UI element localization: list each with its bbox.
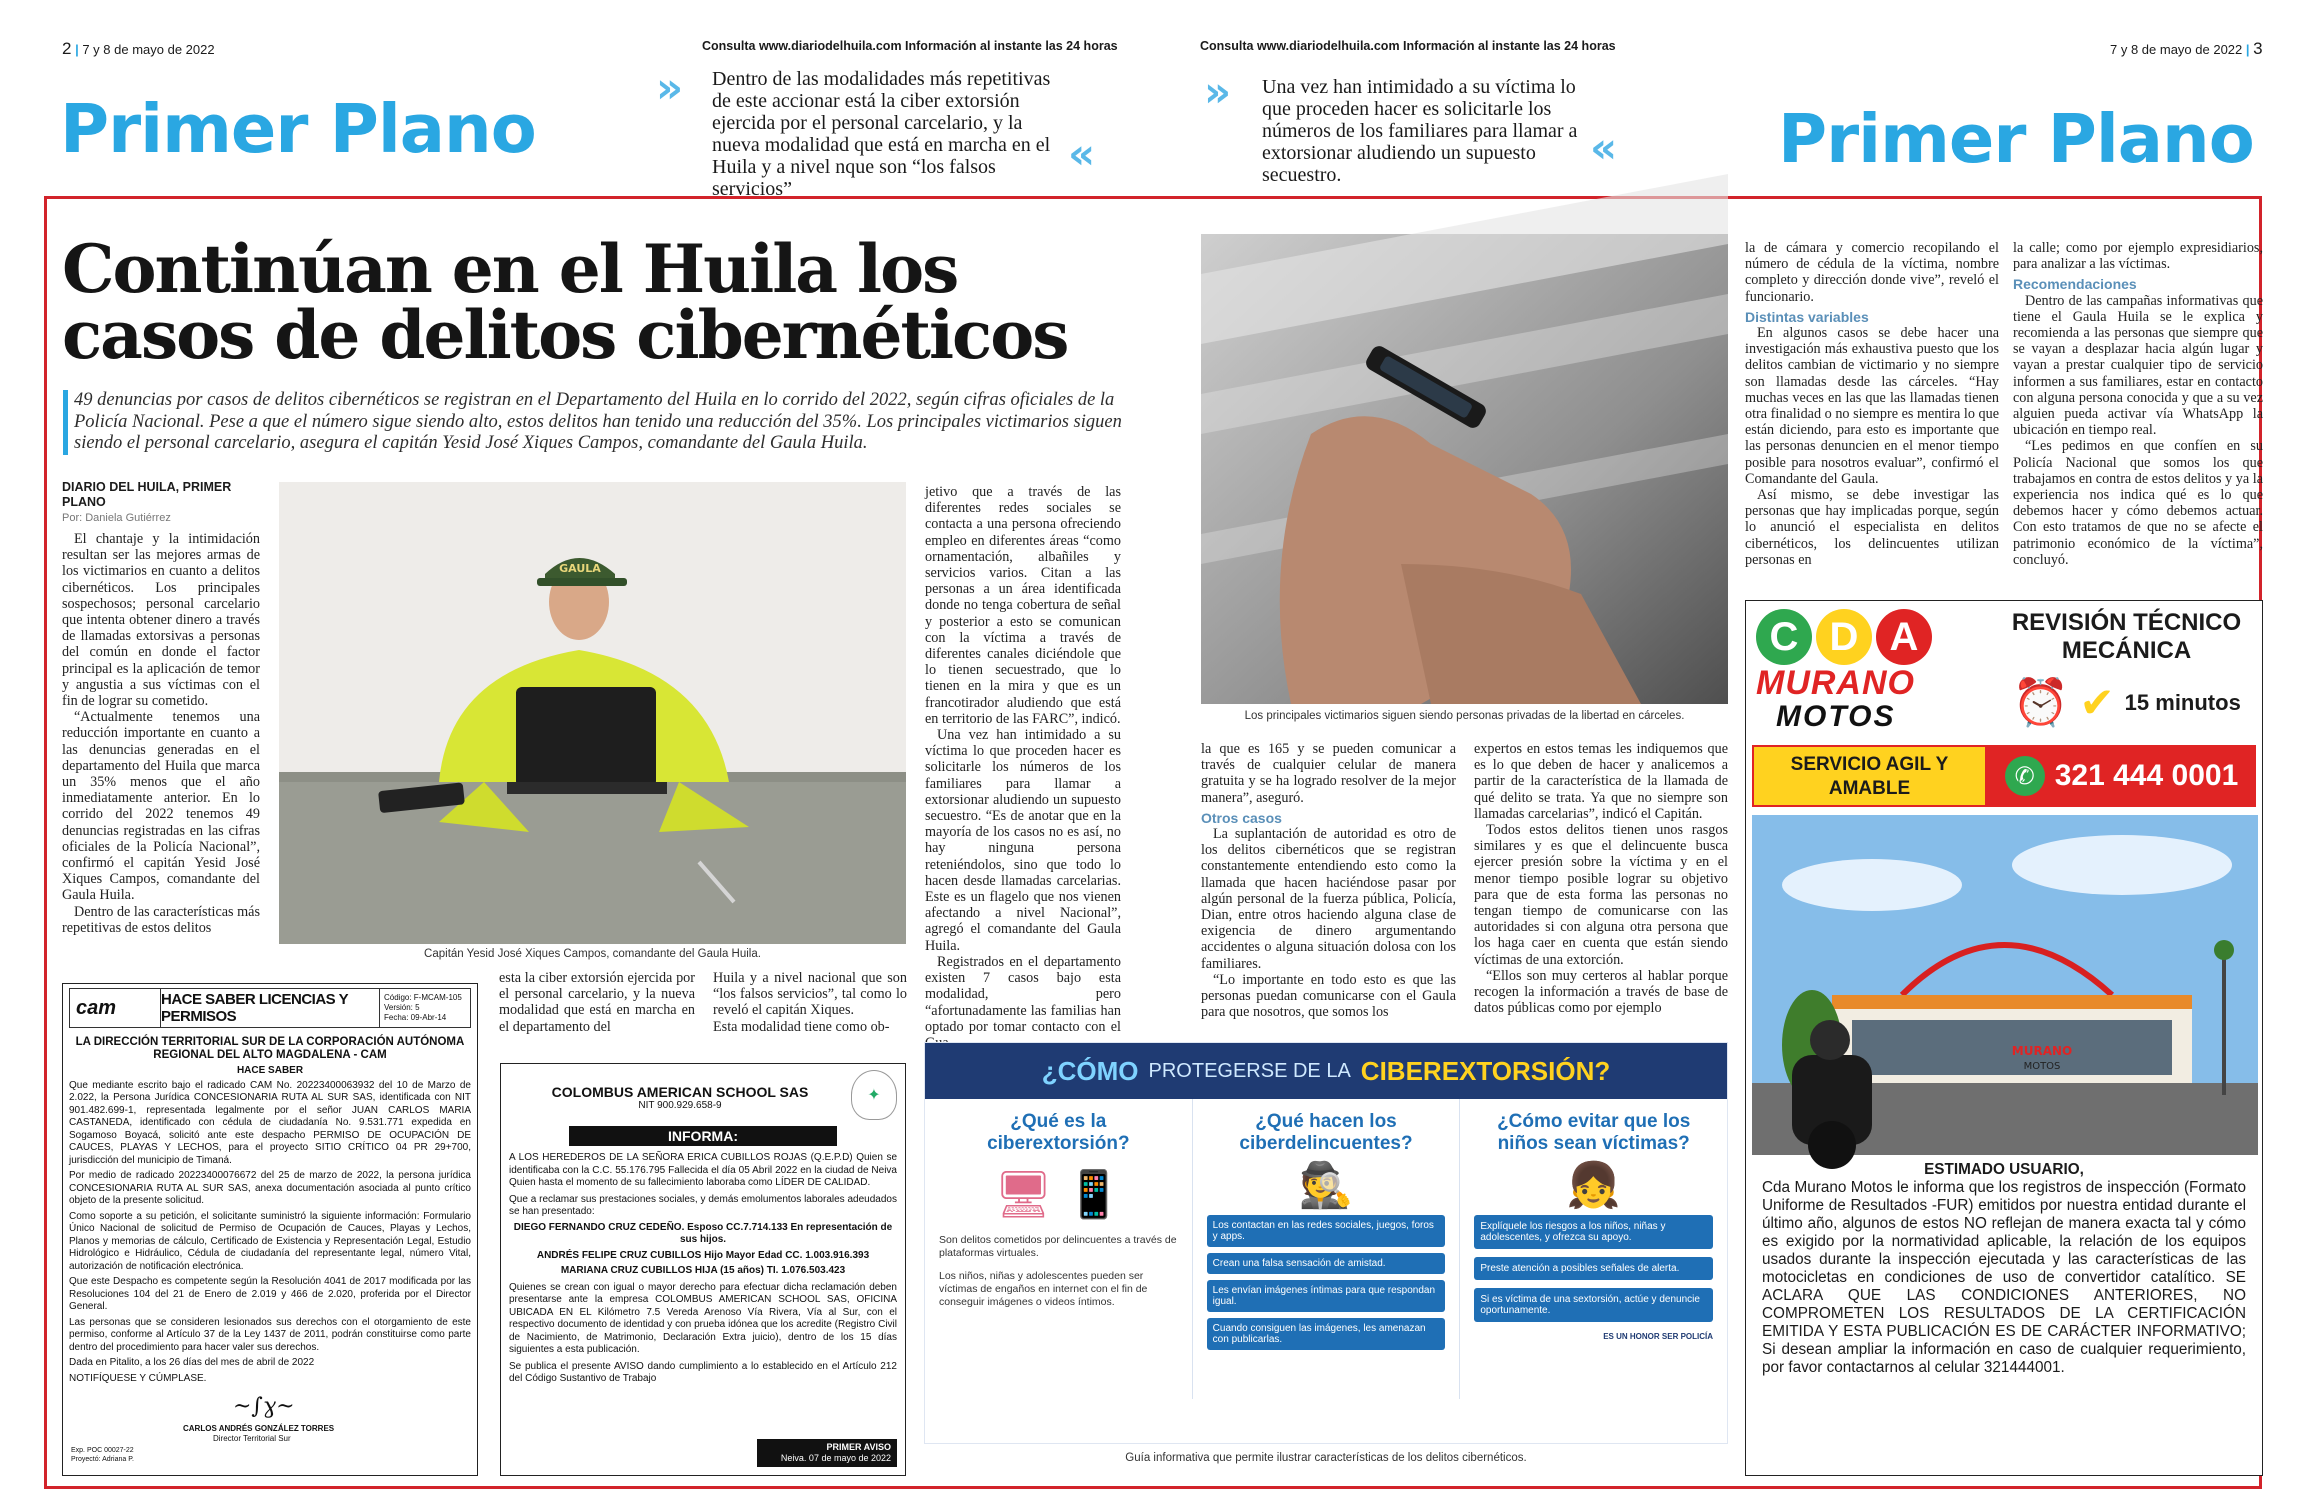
cda-service-line: AMABLE [1828,778,1911,799]
pull-quote-left: Dentro de las modalidades más repetitivas de este accionar está la ciber extorsión ejercida por el personal carcelario, y la nueva modalidad que está en marcha en el Huila y a nivel nque son “los falsos servicios” [712,68,1051,200]
cda-service-title: MECÁNICA [2061,637,2192,664]
colombus-heir: MARIANA CRUZ CUBILLOS HIJA (15 años) TI. 1.076.503.423 [560,1265,846,1276]
paragraph: “Les pedimos en que confíen en su Policía Nacional que somos los que trabajamos en contra de estos delitos y ya la experiencia nos indica qué es lo que debemos hacer y cómo debemos actuar. Con esto tratamos de que no se afecte el patrimonio económico de la víctima”, concluyó. [2013,438,2263,568]
infographic-item: Crean una falsa sensación de amistad. [1207,1253,1446,1274]
paragraph: “Ellos son muy certeros al hablar porque recogen la información a través de base de datos públicas como por ejemplo [1474,967,1728,1017]
headline-line-2: casos de delitos cibernéticos [62,296,1068,374]
paragraph: Una vez han intimidado a su víctima lo que proceden hacer es solicitarle los números de los familiares para llamar a extorsionar aludiendo un supuesto secuestro. “Es de anotar que en la mayoría de los casos no es así, no hay ninguna persona reteniéndolos, sino que todo lo hacen desde llamadas carcelarias. Este es un flagelo que nos vienen afectando a nivel Nacional”, agregó el comandante del Gaula Huila. [925,727,1121,954]
colombus-paragraph: Que a reclamar sus prestaciones sociales, y demás emolumentos laborales adeudados se han presentado: [509,1193,897,1217]
cda-phone: 321 444 0001 [2054,759,2239,792]
infographic-col1-text: Son delitos cometidos por delincuentes a través de plataformas virtuales. [939,1234,1177,1259]
paragraph: la calle; como por ejemplo expresidiarios, para analizar a las víctimas. [2013,240,2263,273]
ciberextorsion-infographic [924,1042,1728,1444]
close-quote-icon: « [1590,123,1618,172]
cda-letter: C [1756,609,1812,665]
paragraph: expertos en estos temas les indiquemos que es lo que deben de hacer y analicemos a partir de la característica de la llamada de qué delito se trata. Ya que no siempre son llamadas carcelarias”, indicó el Capitán. [1474,741,1728,822]
author-credit: Por: Daniela Gutiérrez [62,512,171,524]
infographic-caption: Guía informativa que permite ilustrar características de los delitos cibernéticos. [1125,1452,1527,1464]
cam-org-line-1: LA DIRECCIÓN TERRITORIAL SUR DE LA CORPORACIÓN AUTÓNOMA [75,1036,465,1048]
cam-org-line-2: REGIONAL DEL ALTO MAGDALENA - CAM [153,1049,387,1061]
left-page-number: 2 [62,39,72,58]
article-column-4 [925,484,1121,1035]
left-page-date: 7 y 8 de mayo de 2022 [82,42,215,57]
pull-quote-right: Una vez han intimidado a su víctima lo que proceden hacer es solicitarle los números de los familiares para llamar a extorsionar aludiendo un supuesto secuestro. [1262,76,1578,186]
cam-notice-title: HACE SABER LICENCIAS Y PERMISOS [160,989,380,1027]
infographic-col1-text: Los niños, niñas y adolescentes pueden ser víctimas de engaños en internet con el fin de conseguir imágenes o videos íntimos. [939,1270,1148,1308]
police-logo: ES UN HONOR SER POLICÍA [1603,1332,1714,1341]
subheading: Otros casos [1201,809,1282,826]
colombus-banner: INFORMA: [569,1126,837,1146]
school-crest-icon: ✦ [851,1070,897,1120]
infographic-title-c: CIBEREXTORSIÓN? [1360,1055,1611,1086]
signature: ~∫ɣ~ [233,1394,295,1419]
article-column-8 [2013,240,2263,586]
cam-code: Código: F-MCAM-105 [384,993,462,1002]
paragraph: Así mismo, se debe investigar las personas que hay implicadas porque, según lo anunció el especialista en delitos cibernéticos, los delincuentes utilizan personas en [1745,487,1999,568]
paragraph: Todos estos delitos tienen unos rasgos similares y es que el delincuente busca ejercer presión sobre la víctima y en el menor tiempo posible lograr su objetivo para que de esta forma las personas no tengan tiempo de comunicarse con las autoridades si con alguna otra persona que los haga caer en cuenta que están siendo víctimas de una extorción. [1474,822,1728,968]
infographic-item: Explíquele los riesgos a los niños, niñas y adolescentes, y ofrezca su apoyo. [1474,1215,1713,1249]
sign-text: MURANO [2011,1044,2073,1058]
infographic-col2-title: ¿Qué hacen los ciberdelincuentes? [1239,1111,1413,1154]
colombus-name: COLOMBUS AMERICAN SCHOOL SAS [551,1084,809,1100]
paragraph: la que es 165 y se pueden comunicar a través de cualquier celular de manera gratuita y se ha logrado resolver de la mejor manera”, aseguró. [1201,741,1456,806]
right-page-date: 7 y 8 de mayo de 2022 [2110,42,2243,57]
infographic-col3-title: ¿Cómo evitar que los niños sean víctimas? [1497,1111,1691,1154]
photo-caption: Capitán Yesid José Xiques Campos, comandante del Gaula Huila. [424,948,761,960]
cda-murano-ad [1745,600,2263,1476]
cda-brand: MURANO [1756,664,1915,702]
cda-minutes: 15 minutos [2124,689,2241,715]
paragraph: El chantaje y la intimidación resultan ser las mejores armas de los victimarios en cuanto a delitos cibernéticos. Los principales sospechosos; personal carcelario que intenta obtener dinero a través de llamadas extorsivas a personas del común en donde el factor principal es la aplicación de temor y angustia a sus víctimas con el fin de lograr su cometido. [62,531,260,710]
subheading: Recomendaciones [2013,276,2137,293]
headline-line-1: Continúan en el Huila los [62,230,958,308]
byline: DIARIO DEL HUILA, PRIMER PLANO [62,480,232,509]
colombus-heir: ANDRÉS FELIPE CRUZ CUBILLOS Hijo Mayor Edad CC. 1.003.916.393 [536,1249,870,1261]
cam-paragraph: Como soporte a su petición, el solicitante suministró la siguiente información: Formulario Único Nacional de solicitud de Permiso de Ocupación de Cauces, Playas y Lechos, Planos y memorias de cálculo, Certificado de Existencia y Representación Legal, Estudio Hidrológico e Hidráulico, Cédula de ciudadanía del representante legal, número Vital, autorización de notificación electrónica. [69,1210,471,1272]
alarm-clock-icon: ⏰ [2012,676,2070,728]
article-column-1 [62,531,260,953]
section-title-left: Primer Plano [60,90,536,168]
cam-license-notice [62,983,478,1476]
article-lead: 49 denuncias por casos de delitos cibernéticos se registran en el Departamento del Huila en lo corrido del 2022, según cifras oficiales de la Policía Nacional. Pese a que el número sigue siendo alto, estos delitos han tenido una reducción del 35%. Los principales victimarios siguen siendo el personal carcelario, asegura el capitán Yesid José Xiques Campos, comandante del Gaula Huila. [63,390,1131,455]
captain-photo [279,482,906,944]
right-page-folio: 7 y 8 de mayo de 2022 | 3 [2110,39,2263,58]
phone-hands-photo [1201,234,1728,704]
child-icon: 👧 [1566,1161,1622,1210]
paragraph: Dentro de las campañas informativas que tiene el Gaula Huila se le explica y recomienda a las personas que siempre que se vayan a desplazar hacia algún lugar y vayan a prestar cualquier tipo de servicio informen a sus familiares, estar en contacto con alguna persona conocida y que a su vez alguien pueda activar vía WhatsApp la ubicación en tiempo real. [2013,292,2263,439]
cam-date: Fecha: 09-Abr-14 [384,1013,447,1022]
colombus-paragraph: A LOS HEREDEROS DE LA SEÑORA ERICA CUBILLOS ROJAS (Q.E.P.D) Quien se identificaba con la C.C. 55.176.795 Fallecida el día 05 Abril 2022 en la ciudad de Neiva Quien hasta el momento de su fallecimiento laboraba como LÍDER DE CALIDAD. [509,1152,897,1188]
left-consulta-line: Consulta www.diariodelhuila.com Información al instante las 24 horas [702,39,1118,53]
checkmark-icon: ✔ [2079,679,2115,726]
subheading: Distintas variables [1745,308,1869,325]
open-quote-icon: » [1204,67,1232,116]
cam-footer: Exp. POC 00027-22 [71,1447,134,1454]
headline [62,230,1182,374]
cda-notice-text: Cda Murano Motos le informa que los registros de inspección (Formato Uniforme de Resultados -FUR) emitidos por nuestra entidad durante el último año, algunos de estos NO reflejan de manera exacta tal y cómo es exigido por la normatividad aplicable, la relación de los equipos usados durante la inspección ejecutada y las características de las motocicletas en condiciones de uso de convertidor catalítico. SE ACLARA QUE LAS CONDICIONES ANTERIORES, NO COMPROMETEN LOS RESULTADOS DE LA CERTIFICACIÓN EMITIDA Y ESTA PUBLICACIÓN ES DE CARÁCTER INFORMATIVO; Si desean ampliar la información en caso de cualquier requerimiento, por favor contactarnos al celular 321444001. [1762,1179,2246,1376]
right-page-number: 3 [2253,39,2263,58]
cam-version: Versión: 5 [384,1003,420,1012]
infographic-title-a: ¿CÓMO [1041,1055,1139,1086]
paragraph: En algunos casos se debe hacer una investigación más exhaustiva puesto que los delitos cambian de victimario y no siempre son llamadas desde las cárceles. “Hay muchas veces en las que las llamadas tienen otra finalidad o no siempre es mentira lo que están diciendo, para esto es importante que las personas denuncien en el menor tiempo posible para nosotros evaluar”, confirmó el Comandante del Gaula. [1745,325,1999,487]
photo-caption: Los principales victimarios siguen siendo personas privadas de la libertad en cárceles. [1244,710,1685,722]
colombus-paragraph: Se publica el presente AVISO dando cumplimiento a lo establecido en el Artículo 212 del Código Sustantivo de Trabajo [509,1360,897,1384]
infographic-item: Preste atención a posibles señales de alerta. [1474,1257,1713,1280]
cam-subtitle: HACE SABER [236,1065,304,1076]
sign-text: MOTOS [2023,1061,2061,1072]
paragraph: la de cámara y comercio recopilando el número de cédula de la víctima, nombre completo y dirección donde vive”, reveló el funcionario. [1745,240,1999,305]
cam-paragraph: Las personas que se consideren lesionados sus derechos con el otorgamiento de este permiso, conforme al Artículo 37 de la Ley 1437 de 2011, podrán constituirse como parte dentro del procedimiento para hacer valer sus derechos. [69,1316,471,1353]
cam-paragraph: Que este Despacho es competente según la Resolución 4041 de 2017 modificada por las Resoluciones 104 del 21 de Enero de 2.019 y 466 de 2.020, proferida por el Director General. [69,1276,471,1312]
cda-service-title: REVISIÓN TÉCNICO [2011,609,2242,636]
paragraph: “Lo importante en todo esto es que las personas puedan comunicarse con el Gaula para que nosotros, que somos los [1201,971,1456,1021]
cam-footer: Proyectó: Adriana P. [71,1456,134,1463]
cam-paragraph: Que mediante escrito bajo el radicado CAM No. 20223400063932 del 10 de Marzo de 2.022, la Persona Jurídica CONCESIONARIA RUTA AL SUR SAS, identificada con NIT 901.482.699-1, representada legalmente por el señor JUAN CARLOS MARIA CASTANEDA, identificado con cédula de ciudadanía No. 9.531.771 expedida en Sogamoso Boyacá, solicitó ante este despacho PERMISO DE OCUPACIÓN DE CAUCES, PLAYAS Y LECHOS, para el proyecto SITIO CRÍTICO 04 PR 29+700, jurisdicción del municipio de Timaná. [69,1079,471,1166]
colombus-footer: PRIMER AVISO [826,1442,891,1452]
devices-icon: 🖥 📱 [994,1168,1123,1220]
paragraph: “Actualmente tenemos una reducción importante en cuanto a las denuncias generadas en el departamento del Huila que marca un 35% menos que el año inmediatamente anterior. En lo corrido del 2022 tenemos 49 denuncias registradas en las cifras oficiales de la Policía Nacional”, confirmó el capitán Yesid José Xiques Campos, comandante del Gaula Huila. [62,709,260,904]
colombus-paragraph: Quienes se crean con igual o mayor derecho para efectuar dicha reclamación deben presentarse ante la empresa COLOMBUS AMERICAN SCHOOL SAS, OFICINA UBICADA EN EL Kilómetro 7.5 Vereda Arenoso Vía Rivera, Vía al Sur, con el respectivo documento de identidad y con prueba idónea que los acredite (Registro Civil de Nacimiento, de Matrimonio, Declaración Extra juicio), dentro de los 15 días siguientes a esta publicación. [509,1281,897,1355]
cda-notice-title: ESTIMADO USUARIO, [1924,1161,2084,1178]
close-quote-icon: « [1068,129,1096,178]
infographic-item: Cuando consiguen las imágenes, les amenazan con publicarlas. [1207,1318,1446,1350]
cam-logo: cam [76,996,117,1019]
cam-signer-role: Director Territorial Sur [213,1434,291,1443]
cam-signer: CARLOS ANDRÉS GONZÁLEZ TORRES [183,1424,335,1433]
article-column-6 [1474,741,1728,1031]
right-consulta-line: Consulta www.diariodelhuila.com Información al instante las 24 horas [1200,39,1616,53]
infographic-item: Los contactan en las redes sociales, juegos, foros y apps. [1207,1215,1446,1247]
article-column-5 [1201,741,1456,1031]
cda-service-line: SERVICIO AGIL Y [1790,754,1949,775]
whatsapp-icon: ✆ [2005,756,2045,796]
paragraph: Registrados en el departamento existen 7 casos bajo esta modalidad, pero “afortunadamente las familias han optado por tomar contacto con el [925,953,1121,1035]
infographic-item: Si es víctima de una sextorsión, actúe y denuncie oportunamente. [1474,1288,1713,1322]
paragraph: jetivo que a través de las diferentes redes sociales se contacta a una persona ofreciendo empleo en diferentes áreas “como ornamentación, albañiles y servicios varios. Citan a las personas a un área identificada donde no tenga cobertura de señal y posterior a esto se comunican con la víctima a través de diferentes canales diciéndole que lo tienen secuestrado, que lo tienen en la mira y que es un francotirador aludiendo que está en territorio de las FARC”, indicó. [925,484,1121,727]
colombus-nit: NIT 900.929.658-9 [638,1100,722,1111]
cda-building-photo [1752,815,2256,1155]
section-title-right: Primer Plano [1778,100,2254,178]
cda-letter: D [1816,609,1872,665]
left-page-folio: 2 | 7 y 8 de mayo de 2022 [62,39,215,58]
infographic-item: Les envían imágenes íntimas para que respondan igual. [1207,1280,1446,1312]
cam-paragraph: NOTIFÍQUESE Y CÚMPLASE. [69,1372,207,1384]
cap-label: GAULA [559,562,601,575]
cda-letter: A [1876,609,1932,665]
article-column-2-continued: esta la ciber extorsión ejercida por el personal carcelario, y la nueva modalidad que está en marcha en el departamento del [499,970,695,1035]
infographic-col1-title: ¿Qué es la ciberextorsión? [987,1111,1130,1154]
article-column-3-continued: Huila y a nivel nacional que son “los falsos servicios”, tal como lo reveló el capitán Xiques. Esta modalidad tiene como ob- [713,970,907,1035]
hacker-icon: 🕵 [1298,1161,1354,1210]
colombus-footer: Neiva. 07 de mayo de 2022 [780,1453,891,1463]
cda-brand-sub: MOTOS [1776,700,1896,733]
cam-paragraph: Dada en Pitalito, a los 26 días del mes de abril de 2022 [69,1357,315,1368]
colombus-notice [500,1063,906,1476]
open-quote-icon: » [656,63,684,112]
article-column-7 [1745,240,1999,586]
paragraph: Dentro de las características más repetitivas de estos delitos [62,903,260,936]
cam-paragraph: Por medio de radicado 20223400076672 del 25 de marzo de 2022, la persona jurídica CONCESIONARIA RUTA AL SUR SAS, anexa documentación asociada al punto crítico objeto de la presente solicitud. [69,1170,471,1206]
paragraph: La suplantación de autoridad es otro de los delitos cibernéticos que se registran constantemente entendiendo esto como la llamada que hacen haciéndose pasar por algún personal de la fuerza pública, Policía, Dian, entre otros haciendo alguna clase de exigencia de dinero argumentando accidentes o alguna situación dolosa con los familiares. [1201,826,1456,972]
colombus-heir: DIEGO FERNANDO CRUZ CEDEÑO. Esposo CC.7.714.133 En representación de sus hijos. [513,1221,893,1245]
infographic-title-b: PROTEGERSE DE LA [1148,1059,1351,1082]
